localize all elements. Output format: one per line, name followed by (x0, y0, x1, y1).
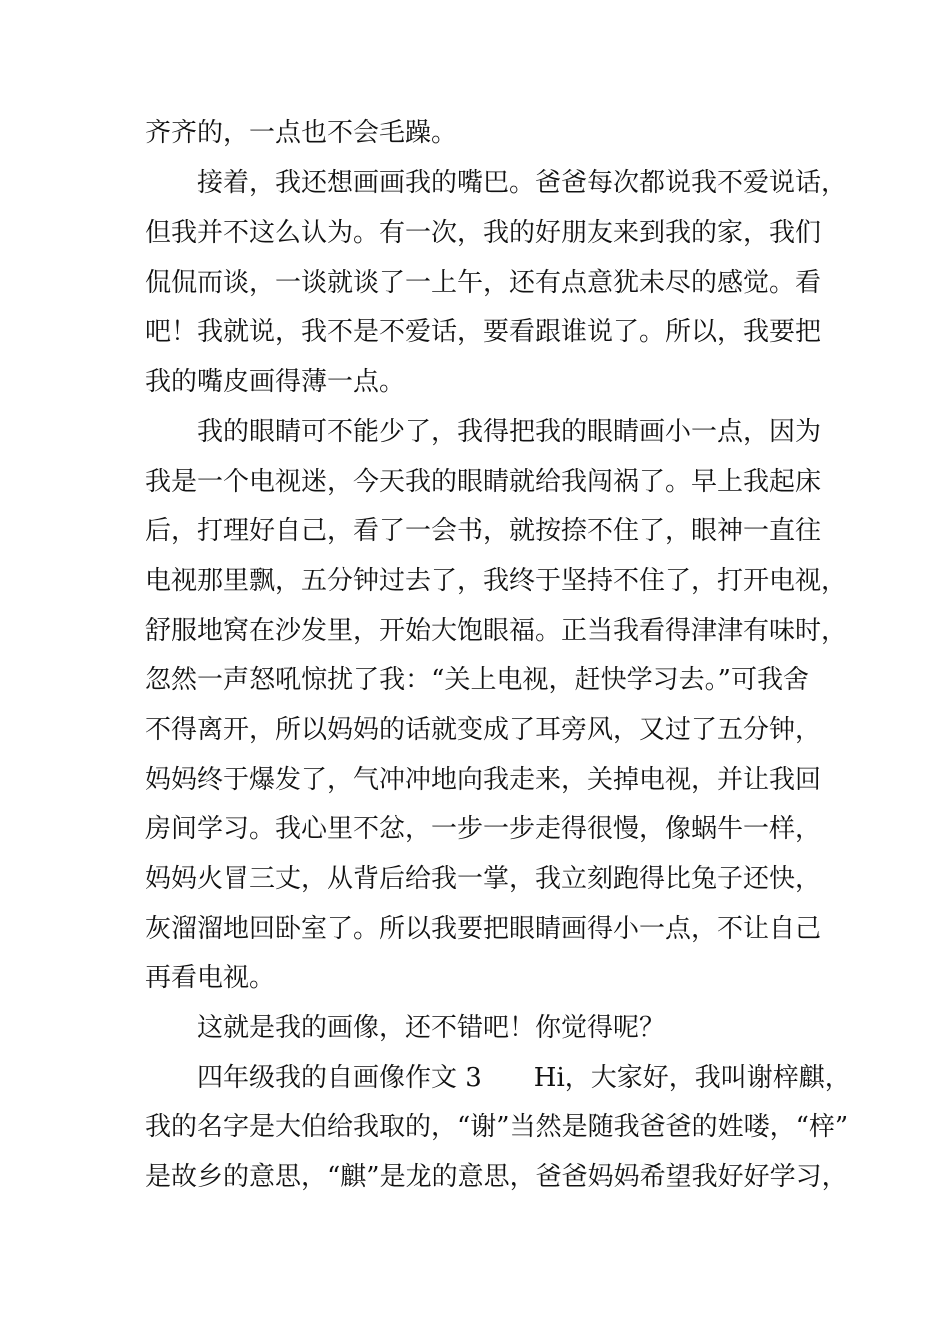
text-line-6: 我的嘴皮画得薄一点。 (145, 367, 406, 397)
text-line-9: 后，打理好自己，看了一会书，就按捺不住了，眼神一直往 (145, 516, 822, 546)
text-line-18: 再看电视。 (145, 963, 276, 993)
text-line-17: 灰溜溜地回卧室了。所以我要把眼睛画得小一点，不让自己 (145, 914, 822, 944)
text-line-15: 房间学习。我心里不忿，一步一步走得很慢，像蜗牛一样， (145, 814, 822, 844)
text-line-16: 妈妈火冒三丈，从背后给我一掌，我立刻跑得比兔子还快， (145, 864, 822, 894)
text-line-14: 妈妈终于爆发了，气冲冲地向我走来，关掉电视，并让我回 (145, 765, 822, 795)
text-line-7: 我的眼睛可不能少了，我得把我的眼睛画小一点，因为 (197, 417, 822, 447)
text-line-13: 不得离开，所以妈妈的话就变成了耳旁风，又过了五分钟， (145, 715, 822, 745)
text-line-4: 侃侃而谈，一谈就谈了一上午，还有点意犹未尽的感觉。看 (145, 268, 822, 298)
text-line-11: 舒服地窝在沙发里，开始大饱眼福。正当我看得津津有味时， (145, 616, 848, 646)
text-line-2: 接着，我还想画画我的嘴巴。爸爸每次都说我不爱说话， (197, 168, 848, 198)
text-line-20: 四年级我的自画像作文 3 Hi，大家好，我叫谢梓麒， (197, 1063, 851, 1093)
text-line-3: 但我并不这么认为。有一次，我的好朋友来到我的家，我们 (145, 218, 822, 248)
text-line-12: 忽然一声怒吼惊扰了我：“关上电视，赶快学习去。”可我舍 (145, 665, 809, 695)
text-line-5: 吧！我就说，我不是不爱话，要看跟谁说了。所以，我要把 (145, 317, 822, 347)
text-line-19: 这就是我的画像，还不错吧！你觉得呢？ (197, 1013, 666, 1043)
text-line-1: 齐齐的，一点也不会毛躁。 (145, 118, 458, 148)
text-line-10: 电视那里飘，五分钟过去了，我终于坚持不住了，打开电视， (145, 566, 848, 596)
text-line-21: 我的名字是大伯给我取的，“谢”当然是随我爸爸的姓喽，“梓” (145, 1112, 849, 1142)
text-line-8: 我是一个电视迷，今天我的眼睛就给我闯祸了。早上我起床 (145, 467, 822, 497)
text-line-22: 是故乡的意思，“麒”是龙的意思，爸爸妈妈希望我好好学习， (145, 1162, 848, 1192)
